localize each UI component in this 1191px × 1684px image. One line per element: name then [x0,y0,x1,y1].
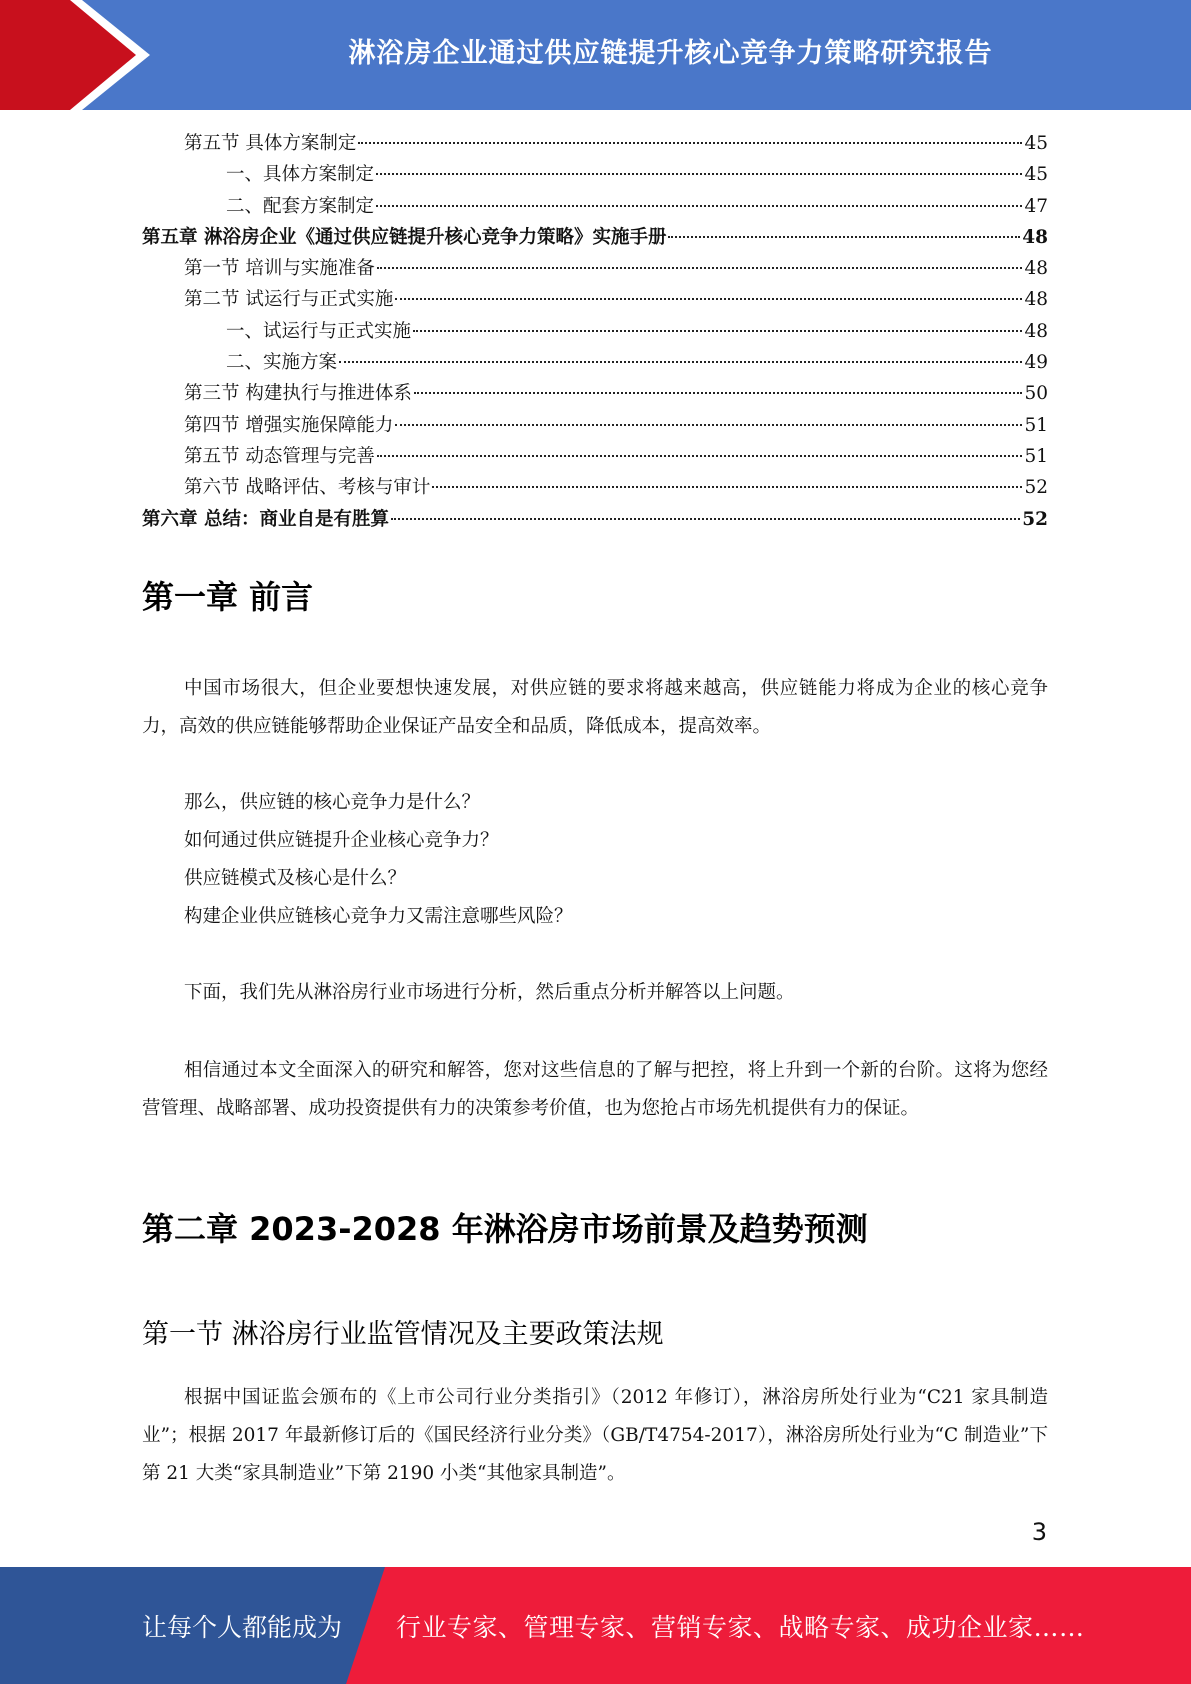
chapter-1-next-paragraph: 下面，我们先从淋浴房行业市场进行分析，然后重点分析并解答以上问题。 [184,982,795,1003]
header-arrow-icon [0,0,160,110]
question-list [184,784,573,936]
toc-entry-page: 48 [1024,258,1048,280]
toc-dot-leader [668,236,1020,238]
chapter-1-heading: 第一章 前言 [142,578,314,616]
toc-entry[interactable] [142,441,1048,472]
toc-entry-label: 第六章 总结：商业自是有胜算 [142,508,389,530]
footer-slogan-right: 行业专家、管理专家、营销专家、战略专家、成功企业家…… [396,1612,1085,1642]
table-of-contents [142,128,1048,535]
toc-dot-leader [395,298,1022,300]
footer-slogan-left: 让每个人都能成为 [142,1612,343,1642]
header-title: 淋浴房企业通过供应链提升核心竞争力策略研究报告 [348,37,993,69]
toc-entry-page: 45 [1024,133,1048,154]
toc-entry[interactable] [142,378,1048,409]
toc-entry-page: 45 [1024,164,1048,186]
section-1-paragraph: 根据中国证监会颁布的《上市公司行业分类指引》（2012 年修订），淋浴房所处行业为“C21 家具制造业”；根据 2017 年最新修订后的《国民经济行业分类》（GB/T4754-2017），淋浴房所处行业为“C 制造业”下第 21 大类“家具制造业”下第 2190 小类“其他家具制造”。 [142,1387,1048,1484]
toc-entry-label: 第二节 试运行与正式实施 [184,289,394,311]
toc-entry[interactable] [142,284,1048,315]
toc-entry-label: 第五节 具体方案制定 [184,133,357,154]
page-number: 3 [1031,1518,1047,1546]
question-item: 如何通过供应链提升企业核心竞争力？ [184,830,499,851]
toc-entry[interactable] [142,472,1048,503]
toc-entry-page: 52 [1024,477,1048,499]
toc-entry-label: 第六节 战略评估、考核与审计 [184,477,431,499]
chapter-1-closing-paragraph: 相信通过本文全面深入的研究和解答，您对这些信息的了解与把控，将上升到一个新的台阶。这将为您经营管理、战略部署、成功投资提供有力的决策参考价值，也为您抢占市场先机提供有力的保证。 [142,1060,1048,1119]
toc-dot-leader [376,205,1022,207]
toc-entry[interactable] [142,316,1048,347]
question-item: 构建企业供应链核心竞争力又需注意哪些风险？ [184,906,573,927]
question-item: 那么，供应链的核心竞争力是什么？ [184,792,481,813]
toc-entry[interactable] [142,504,1048,535]
toc-dot-leader [414,392,1023,394]
toc-entry-page: 51 [1024,414,1048,436]
toc-dot-leader [377,455,1023,457]
toc-entry-page: 47 [1024,195,1048,217]
page-header [0,0,1191,110]
toc-entry-label: 第四节 增强实施保障能力 [184,414,394,436]
toc-dot-leader [395,424,1022,426]
toc-entry-label: 一、具体方案制定 [226,164,375,186]
toc-dot-leader [339,361,1022,363]
chapter-2-heading: 第二章 2023-2028 年淋浴房市场前景及趋势预测 [142,1210,868,1248]
toc-entry[interactable] [142,410,1048,441]
toc-entry-label: 一、试运行与正式实施 [226,320,412,342]
toc-entry-page: 49 [1024,352,1048,374]
toc-entry-label: 第五章 淋浴房企业《通过供应链提升核心竞争力策略》实施手册 [142,226,667,248]
toc-entry-label: 二、实施方案 [226,352,338,374]
toc-dot-leader [391,518,1020,520]
question-item: 供应链模式及核心是什么？ [184,868,407,889]
toc-entry[interactable] [142,347,1048,378]
toc-entry-page: 48 [1024,289,1048,311]
toc-dot-leader [377,267,1023,269]
toc-entry-page: 48 [1022,226,1048,248]
toc-entry-page: 48 [1024,320,1048,342]
toc-entry[interactable] [142,159,1048,190]
toc-dot-leader [413,330,1022,332]
toc-entry-label: 第五节 动态管理与完善 [184,445,375,467]
toc-dot-leader [358,142,1022,144]
toc-entry[interactable] [142,222,1048,253]
toc-entry-page: 51 [1024,445,1048,467]
chapter-1-intro-paragraph: 中国市场很大，但企业要想快速发展，对供应链的要求将越来越高，供应链能力将成为企业的核心竞争力，高效的供应链能够帮助企业保证产品安全和品质，降低成本，提高效率。 [142,678,1048,737]
toc-entry[interactable] [142,191,1048,222]
toc-dot-leader [432,486,1022,488]
section-1-heading: 第一节 淋浴房行业监管情况及主要政策法规 [142,1319,664,1350]
page-footer [0,1567,1191,1684]
toc-entry[interactable] [142,253,1048,284]
toc-entry-label: 第一节 培训与实施准备 [184,258,375,280]
toc-entry[interactable] [142,128,1048,159]
toc-entry-label: 二、配套方案制定 [226,195,375,217]
toc-entry-page: 50 [1024,383,1048,405]
toc-entry-label: 第三节 构建执行与推进体系 [184,383,412,405]
toc-entry-page: 52 [1022,508,1048,530]
toc-dot-leader [376,173,1022,175]
